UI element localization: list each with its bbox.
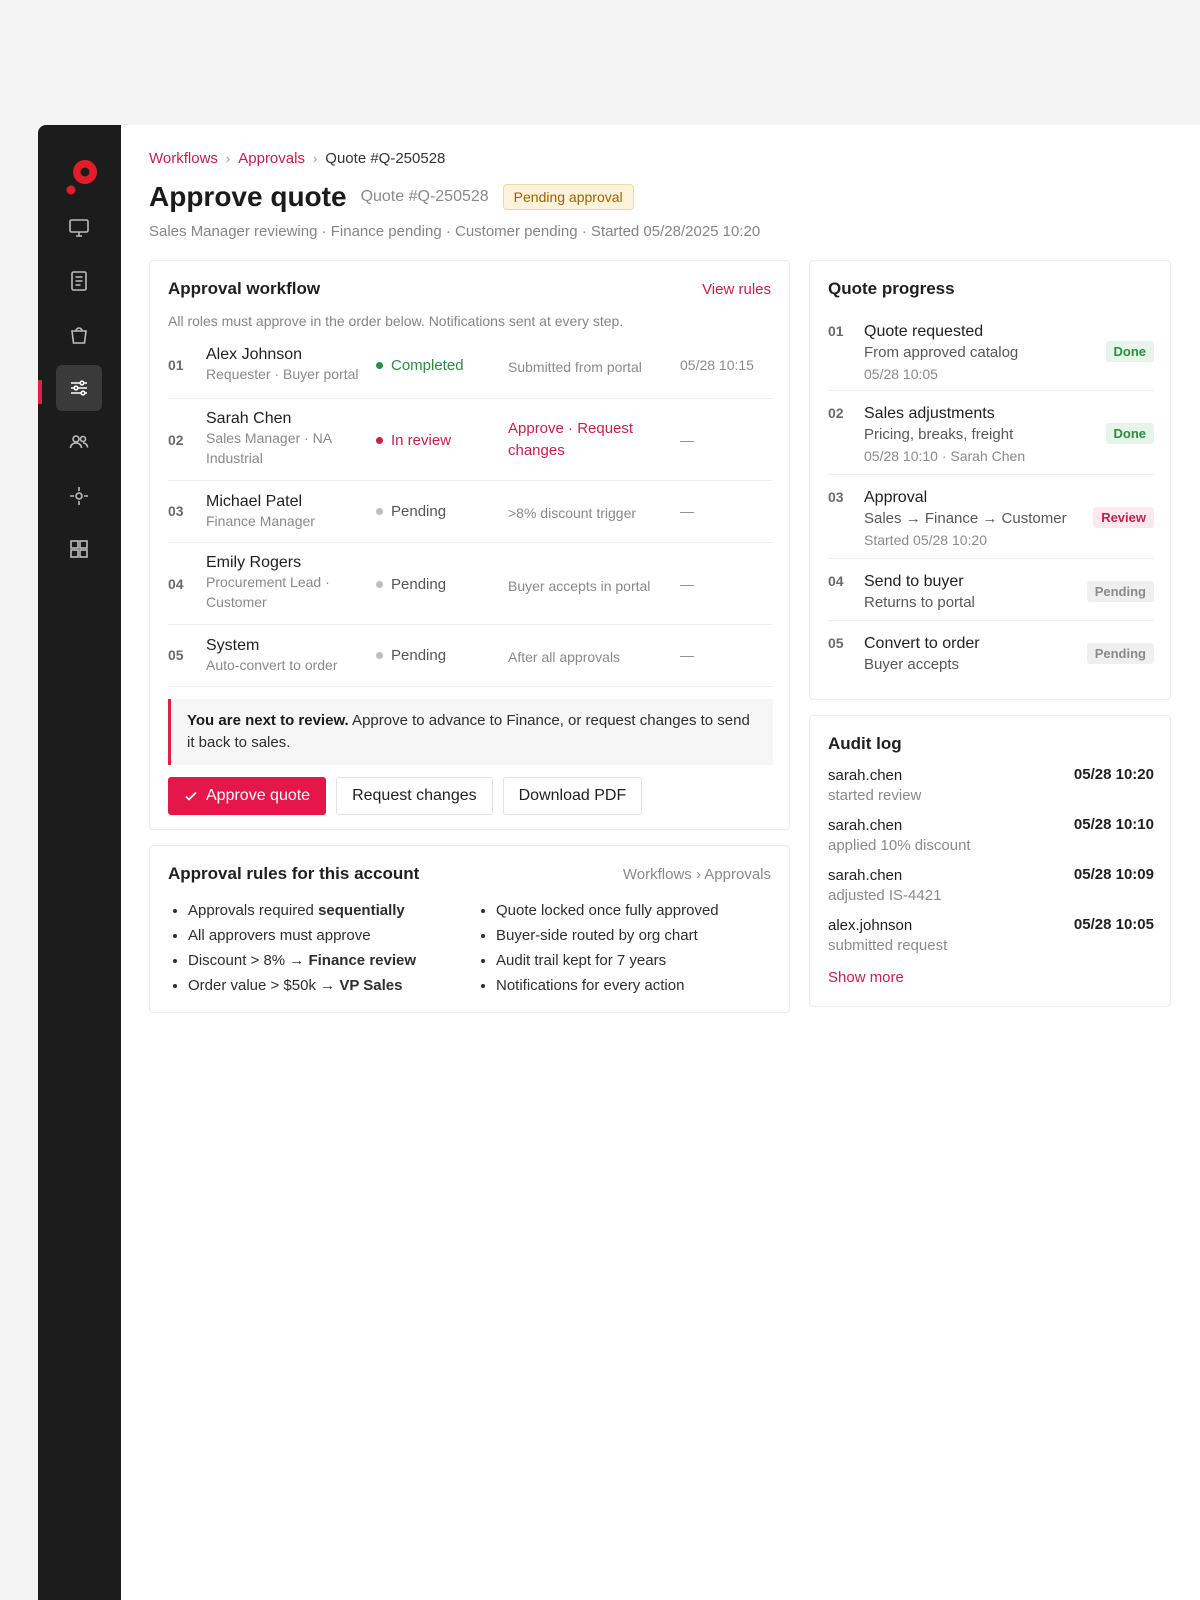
- step-subtitle: Buyer accepts: [864, 656, 960, 673]
- audit-action: started review: [828, 787, 922, 804]
- rule-item: [188, 973, 416, 998]
- request-changes-button[interactable]: Request changes: [336, 777, 493, 815]
- step-number: 05: [828, 635, 844, 651]
- card-title: Quote progress: [828, 279, 955, 298]
- rule-emphasis: Finance review: [308, 952, 417, 969]
- rule-text: All approvers must approve: [188, 927, 371, 944]
- progress-steps: [828, 317, 1154, 683]
- step-number: 03: [168, 503, 184, 519]
- audit-user: alex.johnson: [828, 917, 913, 934]
- main-content: [149, 125, 1200, 1600]
- step-number: 04: [828, 573, 844, 589]
- sidebar-item-apps[interactable]: [56, 526, 102, 572]
- status-badge: Pending approval: [503, 184, 634, 210]
- approve-quote-label: Approve quote: [206, 787, 311, 804]
- status-label: Pending: [391, 576, 447, 593]
- progress-step: [828, 621, 1154, 683]
- audit-entry: [828, 866, 1154, 916]
- step-badge: Review: [1093, 507, 1154, 528]
- approver-role: Procurement Lead · Customer: [206, 574, 330, 610]
- step-time: —: [680, 432, 694, 448]
- progress-step: [828, 559, 1154, 621]
- step-subtitle: Sales → Finance → Customer: [864, 510, 1067, 527]
- progress-step: [828, 317, 1154, 391]
- step-number: 03: [828, 489, 844, 505]
- approver-name: System: [206, 637, 260, 654]
- progress-step: [828, 475, 1154, 559]
- rule-item: [188, 923, 416, 948]
- approver-name: Emily Rogers: [206, 554, 302, 571]
- step-meta: 05/28 10:10 · Sarah Chen: [864, 448, 1026, 464]
- approver-name: Michael Patel: [206, 493, 303, 510]
- sidebar-item-dashboard[interactable]: [56, 205, 102, 251]
- audit-entry: [828, 766, 1154, 816]
- approver-role: Sales Manager · NA Industrial: [206, 430, 332, 466]
- audit-user: sarah.chen: [828, 767, 903, 784]
- approval-row: [168, 335, 773, 399]
- app-window: [38, 125, 1200, 1600]
- card-title: Approval rules for this account: [168, 864, 420, 883]
- workflow-description: All roles must approve in the order below. Notifications sent at every step.: [168, 313, 624, 329]
- audit-action: adjusted IS-4421: [828, 887, 942, 904]
- step-note: Submitted from portal: [508, 359, 642, 375]
- approval-row: [168, 625, 773, 687]
- audit-list: [828, 766, 1154, 966]
- sidebar-item-workflows[interactable]: [56, 365, 102, 411]
- callout-bold: You are next to review.: [187, 712, 349, 729]
- status-dot: [376, 362, 383, 369]
- status-completed: [376, 357, 464, 374]
- approve-quote-button[interactable]: [168, 777, 326, 815]
- step-number: 01: [828, 323, 844, 339]
- callout-text: Approve to advance to Finance, or request changes to send it back to sales.: [187, 712, 750, 751]
- grid-icon: [68, 538, 90, 560]
- sidebar-item-orders[interactable]: [56, 312, 102, 358]
- step-number: 02: [168, 432, 184, 448]
- step-badge: Pending: [1087, 581, 1154, 602]
- audit-log-card: [809, 715, 1171, 1007]
- audit-time: 05/28 10:09: [1073, 866, 1154, 883]
- step-body: [864, 403, 1025, 467]
- rule-text: Discount > 8% →: [188, 952, 309, 969]
- step-note: >8% discount trigger: [508, 505, 637, 521]
- rule-emphasis: sequentially: [318, 902, 405, 919]
- breadcrumb-separator: ›: [225, 151, 231, 166]
- step-number: 04: [168, 576, 184, 592]
- breadcrumb-current: Quote #Q-250528: [325, 150, 446, 167]
- rule-item: [188, 898, 416, 923]
- approver-name: Alex Johnson: [206, 346, 303, 363]
- approval-list: [168, 335, 773, 687]
- breadcrumb-approvals[interactable]: Approvals: [238, 150, 305, 167]
- status-label: Pending: [391, 503, 447, 520]
- step-number: 01: [168, 357, 184, 373]
- step-meta: Started 05/28 10:20: [864, 532, 987, 548]
- quote-progress-card: [809, 260, 1171, 700]
- breadcrumb: [149, 150, 445, 167]
- sidebar: [38, 125, 121, 1600]
- view-rules-link[interactable]: View rules: [702, 281, 771, 298]
- approval-row: [168, 399, 773, 481]
- status-in-review: [376, 432, 451, 449]
- status-label: In review: [391, 432, 452, 449]
- rules-location: Workflows › Approvals: [622, 866, 771, 883]
- monitor-icon: [68, 217, 90, 239]
- audit-entry: [828, 816, 1154, 866]
- brand-logo-icon: [66, 157, 102, 197]
- approval-workflow-card: [149, 260, 790, 830]
- status-dot: [376, 652, 383, 659]
- status-dot: [376, 437, 383, 444]
- step-time: 05/28 10:15: [680, 357, 754, 373]
- step-subtitle: From approved catalog: [864, 344, 1019, 361]
- rule-item: • Quote locked once fully approved: [496, 898, 719, 923]
- step-time: —: [680, 503, 694, 519]
- rule-item: • Buyer-side routed by org chart: [496, 923, 719, 948]
- document-icon: [68, 270, 90, 292]
- rule-item: • Audit trail kept for 7 years: [496, 948, 719, 973]
- approver-name: Sarah Chen: [206, 410, 292, 427]
- action-buttons: [168, 777, 642, 815]
- status-dot: [376, 508, 383, 515]
- audit-user: sarah.chen: [828, 817, 903, 834]
- status-dot: [376, 581, 383, 588]
- status-pending: [376, 576, 446, 593]
- sidebar-item-targeting[interactable]: [56, 473, 102, 519]
- card-title: Approval workflow: [168, 279, 321, 298]
- show-more-link[interactable]: Show more: [828, 969, 904, 986]
- progress-step: [828, 391, 1154, 475]
- rules-list-right: [476, 898, 719, 998]
- bag-icon: [68, 324, 90, 346]
- card-title: Audit log: [828, 734, 902, 753]
- step-subtitle: Pricing, breaks, freight: [864, 426, 1014, 443]
- step-title: Approval: [864, 489, 928, 506]
- step-meta: 05/28 10:05: [864, 366, 938, 382]
- next-reviewer-callout: [168, 699, 773, 765]
- audit-time: 05/28 10:20: [1073, 766, 1154, 783]
- status-pending: [376, 647, 446, 664]
- step-time: —: [680, 647, 694, 663]
- breadcrumb-workflows[interactable]: Workflows: [149, 150, 218, 167]
- rule-item: [188, 948, 416, 973]
- check-icon: [184, 789, 198, 803]
- rules-list-left: [168, 898, 416, 998]
- step-number: 05: [168, 647, 184, 663]
- status-label: Pending: [391, 647, 447, 664]
- step-time: —: [680, 576, 694, 592]
- step-note: Buyer accepts in portal: [508, 578, 651, 594]
- status-pending: [376, 503, 446, 520]
- approver-role: Auto-convert to order: [206, 657, 338, 673]
- step-badge: Pending: [1087, 643, 1154, 664]
- step-body: [864, 321, 1018, 385]
- crosshair-icon: [68, 485, 90, 507]
- active-nav-marker: [38, 380, 42, 404]
- step-title: Sales adjustments: [864, 405, 995, 422]
- audit-time: 05/28 10:05: [1073, 916, 1154, 933]
- audit-action: submitted request: [828, 937, 948, 954]
- download-pdf-button[interactable]: Download PDF: [503, 777, 643, 815]
- approver-role: Requester · Buyer portal: [206, 366, 359, 382]
- sidebar-item-documents[interactable]: [56, 258, 102, 304]
- step-subtitle: Returns to portal: [864, 594, 975, 611]
- approver: [206, 637, 366, 675]
- approver-role: Finance Manager: [206, 513, 315, 529]
- users-icon: [68, 431, 90, 453]
- audit-entry: [828, 916, 1154, 966]
- breadcrumb-separator: ›: [312, 151, 318, 166]
- rule-text: Order value > $50k →: [188, 977, 340, 994]
- step-title: Quote requested: [864, 323, 984, 340]
- approval-row: [168, 543, 773, 625]
- sidebar-item-users[interactable]: [56, 419, 102, 465]
- rule-text: Approvals required: [188, 902, 319, 919]
- approver: [206, 493, 366, 531]
- status-label: Completed: [391, 357, 464, 374]
- step-title: Send to buyer: [864, 573, 964, 590]
- page-title: Approve quote: [149, 181, 347, 212]
- step-title: Convert to order: [864, 635, 980, 652]
- step-note: After all approvals: [508, 649, 621, 665]
- audit-time: 05/28 10:10: [1073, 816, 1154, 833]
- audit-user: sarah.chen: [828, 867, 903, 884]
- sliders-icon: [68, 377, 90, 399]
- review-actions-link[interactable]: Approve · Request changes: [508, 420, 634, 459]
- rule-emphasis: VP Sales: [339, 977, 403, 994]
- approval-row: [168, 481, 773, 543]
- approver: [206, 410, 366, 468]
- page-header: [149, 181, 634, 213]
- step-number: 02: [828, 405, 844, 421]
- step-body: [864, 633, 980, 675]
- step-badge: Done: [1106, 341, 1155, 362]
- quote-id: Quote #Q-250528: [360, 188, 489, 205]
- step-body: [864, 571, 975, 613]
- approver: [206, 554, 366, 612]
- step-badge: Done: [1106, 423, 1155, 444]
- approval-rules-card: [149, 845, 790, 1013]
- step-body: [864, 487, 1067, 551]
- page-subtitle: Sales Manager reviewing · Finance pending · Customer pending · Started 05/28/2025 10:20: [149, 223, 761, 240]
- audit-action: applied 10% discount: [828, 837, 971, 854]
- rule-item: • Notifications for every action: [496, 973, 719, 998]
- approver: [206, 346, 366, 384]
